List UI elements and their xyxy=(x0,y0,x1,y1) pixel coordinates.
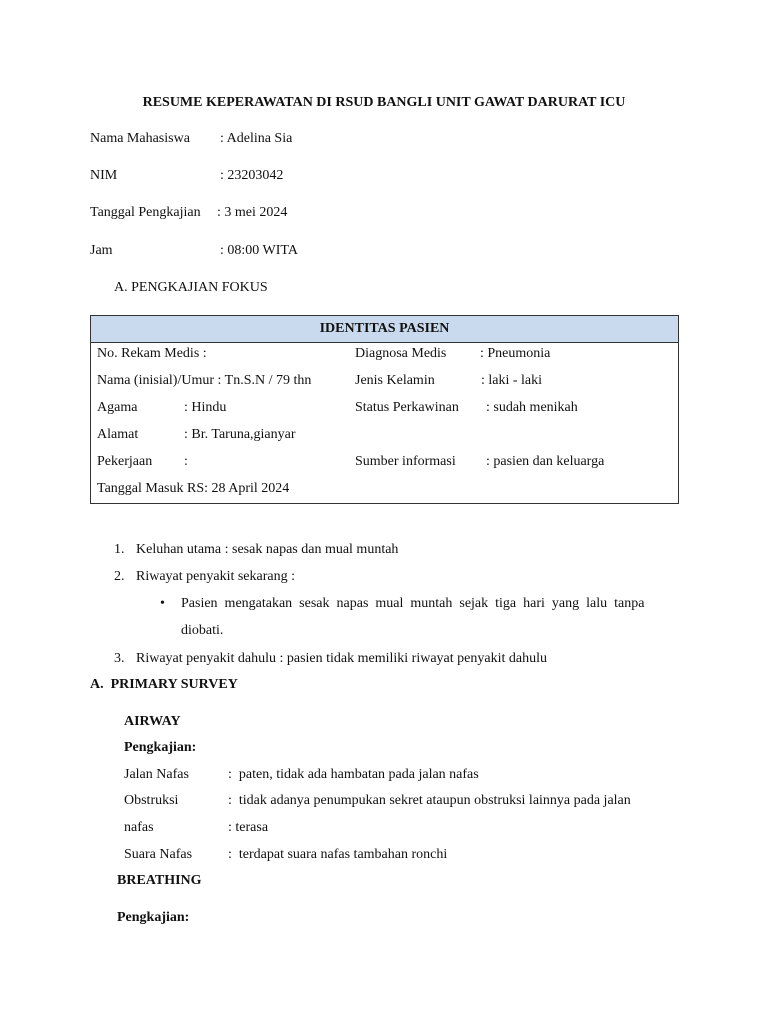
name-age-field: Nama (inisial)/Umur : Tn.S.N / 79 thn xyxy=(97,373,312,388)
assessment-date-label: Tanggal Pengkajian xyxy=(90,205,201,220)
source-value: : pasien dan keluarga xyxy=(486,454,605,469)
student-name-value: : Adelina Sia xyxy=(220,131,293,146)
history-item-3-number: 3. xyxy=(114,651,125,666)
diagnosis-value: : Pneumonia xyxy=(480,346,551,361)
primary-survey-heading: A. PRIMARY SURVEY xyxy=(90,677,238,692)
time-label: Jam xyxy=(90,243,113,258)
nim-value: : 23203042 xyxy=(220,168,284,183)
history-item-2-number: 2. xyxy=(114,569,125,584)
religion-value: : Hindu xyxy=(184,400,227,415)
obstruksi-value: : tidak adanya penumpukan sekret ataupun obstruksi lainnya pada jalan xyxy=(228,793,631,808)
airway-heading: AIRWAY xyxy=(124,714,181,729)
suara-nafas-value: : terdapat suara nafas tambahan ronchi xyxy=(228,847,448,862)
history-item-1-number: 1. xyxy=(114,542,125,557)
bullet-icon: • xyxy=(160,596,165,611)
source-label: Sumber informasi xyxy=(355,454,456,469)
job-label: Pekerjaan xyxy=(97,454,153,469)
document-title: RESUME KEPERAWATAN DI RSUD BANGLI UNIT GAWAT DARURAT ICU xyxy=(142,95,626,110)
gender-value: : laki - laki xyxy=(481,373,543,388)
suara-nafas-label: Suara Nafas xyxy=(124,847,193,862)
job-value: : xyxy=(184,454,188,469)
breathing-heading: BREATHING xyxy=(117,873,202,888)
identity-body xyxy=(91,343,679,504)
current-illness-line-1: Pasien mengatakan sesak napas mual muntah sejak tiga hari yang lalu tanpa xyxy=(181,596,645,611)
breathing-assessment-label: Pengkajian: xyxy=(117,910,190,925)
admission-date-field: Tanggal Masuk RS: 28 April 2024 xyxy=(97,481,290,496)
airway-assessment-label: Pengkajian: xyxy=(124,740,197,755)
focus-assessment-heading: A. PENGKAJIAN FOKUS xyxy=(114,280,268,295)
gender-label: Jenis Kelamin xyxy=(355,373,435,388)
jalan-nafas-value: : paten, tidak ada hambatan pada jalan nafas xyxy=(228,767,479,782)
marital-label: Status Perkawinan xyxy=(355,400,459,415)
address-label: Alamat xyxy=(97,427,139,442)
nafas-label: nafas xyxy=(124,820,154,835)
nim-label: NIM xyxy=(90,168,118,183)
address-value: : Br. Taruna,gianyar xyxy=(184,427,296,442)
religion-label: Agama xyxy=(97,400,138,415)
assessment-date-value: : 3 mei 2024 xyxy=(217,205,288,220)
current-illness-line-2: diobati. xyxy=(181,623,224,638)
past-illness: Riwayat penyakit dahulu : pasien tidak memiliki riwayat penyakit dahulu xyxy=(136,651,547,666)
marital-value: : sudah menikah xyxy=(486,400,578,415)
diagnosis-label: Diagnosa Medis xyxy=(355,346,447,361)
identity-header: IDENTITAS PASIEN xyxy=(91,316,679,343)
medical-record-field: No. Rekam Medis : xyxy=(97,346,207,361)
patient-identity-table xyxy=(90,315,679,504)
student-name-label: Nama Mahasiswa xyxy=(90,131,190,146)
obstruksi-label: Obstruksi xyxy=(124,793,179,808)
chief-complaint: Keluhan utama : sesak napas dan mual muntah xyxy=(136,542,399,557)
current-illness-heading: Riwayat penyakit sekarang : xyxy=(136,569,296,584)
jalan-nafas-label: Jalan Nafas xyxy=(124,767,189,782)
nafas-value: : terasa xyxy=(228,820,269,835)
time-value: : 08:00 WITA xyxy=(220,243,298,258)
